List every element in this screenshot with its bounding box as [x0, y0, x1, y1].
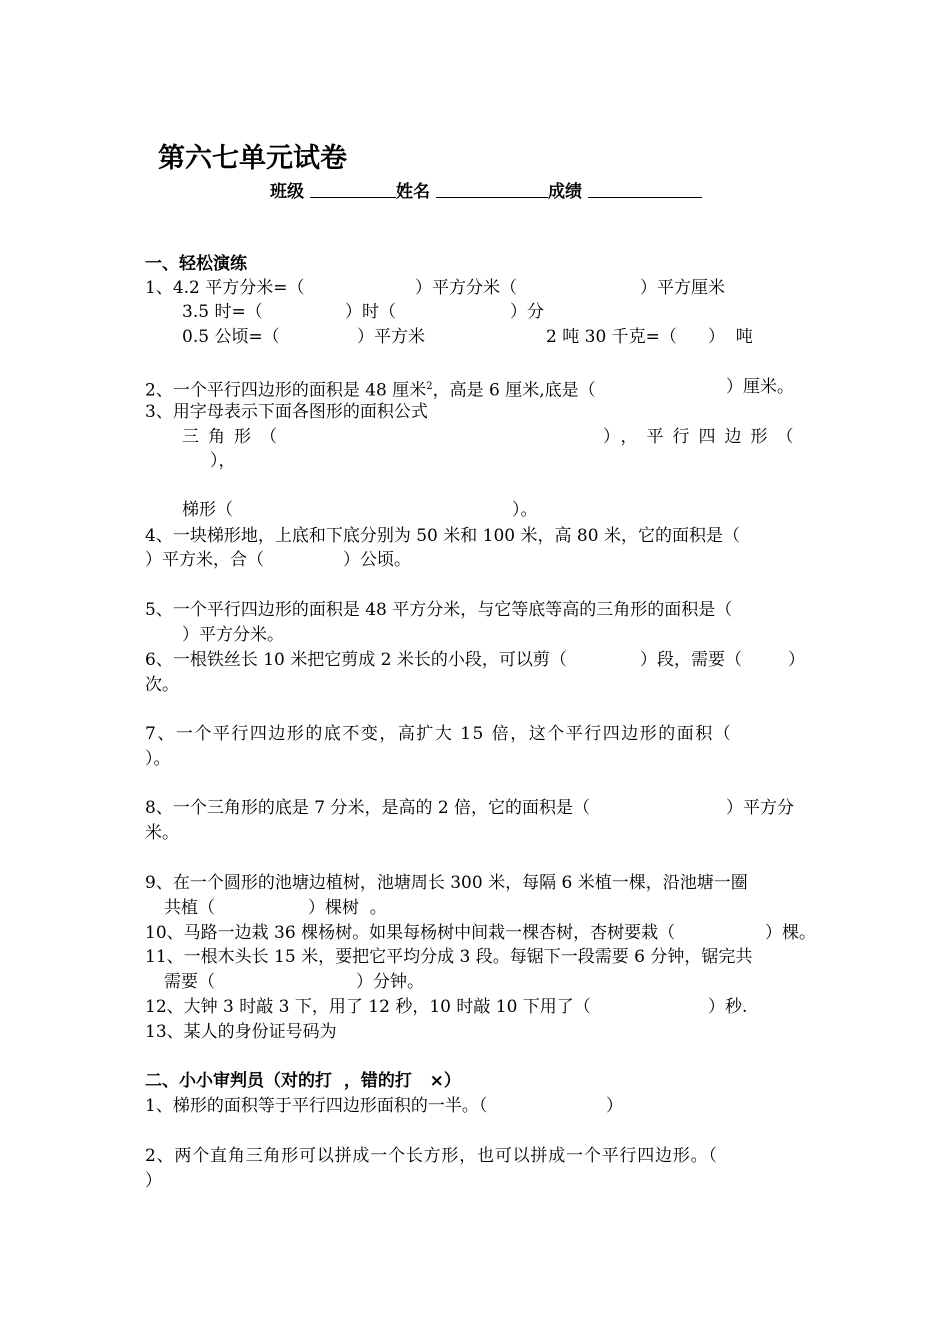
judge-q1-text-b: ） [606, 1096, 623, 1116]
score-label: 成绩 [548, 182, 582, 202]
q3-text-a: 3、用字母表示下面各图形的面积公式 [145, 402, 428, 422]
q3-text-f: ）。 [512, 500, 538, 520]
q6-text-a: 6、一根铁丝长 10 米把它剪成 2 米长的小段，可以剪（ [145, 650, 567, 670]
q3-text-d: ）， [210, 451, 236, 471]
q1-text-c: ）平方厘米 [640, 278, 725, 298]
q1-text-d: 3.5 时=（ [182, 302, 263, 322]
q1-text-e: ）时（ [345, 302, 396, 322]
q7-text-a: 7、一个平行四边形的底不变，高扩大 15 倍，这个平行四边形的面积（ [145, 724, 733, 744]
section1-heading: 一、轻松演练 [145, 254, 247, 274]
q11-text-a: 11、一根木头长 15 米，要把它平均分成 3 段。每锯下一段需要 6 分钟，锯完共 [145, 947, 753, 967]
q1-text-j: ） 吨 [708, 327, 753, 347]
q3-text-e: 梯形（ [182, 500, 233, 520]
q4-text-b: ）平方米，合（ [145, 550, 264, 570]
name-label: 姓名 [396, 182, 430, 202]
q3-text-b: 三角形（ [182, 427, 286, 447]
page-title: 第六七单元试卷 [158, 143, 347, 174]
name-blank[interactable] [436, 197, 548, 198]
q13-text-a: 13、某人的身份证号码为 [145, 1022, 337, 1042]
class-label: 班级 [270, 182, 304, 202]
judge-q2-text-b: ） [145, 1171, 162, 1191]
q8-text-b: ）平方分 [726, 798, 794, 818]
q1-text-f: ）分 [510, 302, 544, 322]
q1-text-h: ）平方米 [357, 327, 425, 347]
q6-text-c: ） [788, 650, 805, 670]
q1-text-i: 2 吨 30 千克=（ [546, 327, 677, 347]
q6-text-d: 次。 [145, 675, 179, 695]
q5-text-a: 5、一个平行四边形的面积是 48 平方分米，与它等底等高的三角形的面积是（ [145, 600, 733, 620]
q1-text-g: 0.5 公顷=（ [182, 327, 280, 347]
q1-text-b: ）平方分米（ [415, 278, 517, 298]
q3-text-c: ），平行四边形（ [603, 427, 803, 447]
q9-text-a: 9、在一个圆形的池塘边植树，池塘周长 300 米，每隔 6 米植一棵，沿池塘一圈 [145, 873, 748, 893]
q12-text-a: 12、大钟 3 时敲 3 下，用了 12 秒，10 时敲 10 下用了（ [145, 997, 591, 1017]
q12-text-b: ）秒. [708, 997, 748, 1017]
q8-text-c: 米。 [145, 823, 179, 843]
q10-text-b: ）棵。 [765, 923, 816, 943]
class-blank[interactable] [310, 197, 396, 198]
q5-text-b: ）平方分米。 [182, 625, 284, 645]
judge-q1-text-a: 1、梯形的面积等于平行四边形面积的一半。（ [145, 1096, 488, 1116]
q8-text-a: 8、一个三角形的底是 7 分米，是高的 2 倍，它的面积是（ [145, 798, 591, 818]
q4-text-c: ）公顷。 [343, 550, 411, 570]
judge-q2-text-a: 2、两个直角三角形可以拼成一个长方形，也可以拼成一个平行四边形。（ [145, 1146, 718, 1166]
q4-text-a: 4、一块梯形地，上底和下底分别为 50 米和 100 米，高 80 米，它的面积是（ [145, 526, 740, 546]
section2-heading: 二、小小审判员（对的打 ，错的打 ×） [145, 1071, 461, 1091]
score-blank[interactable] [588, 197, 702, 198]
q10-text-a: 10、马路一边栽 36 棵杨树。如果每杨树中间栽一棵杏树，杏树要栽（ [145, 923, 676, 943]
q11-text-c: ）分钟。 [356, 972, 424, 992]
q2-text-c: ）厘米。 [726, 377, 794, 397]
q6-text-b: ）段，需要（ [640, 650, 742, 670]
q2-text: 2、一个平行四边形的面积是 48 厘米$^2$，高是 6 厘米,底是（ [145, 380, 596, 401]
q11-text-b: 需要（ [164, 972, 215, 992]
q1-text-a: 1、4.2 平方分米=（ [145, 278, 305, 298]
q2-superscript: 2 [426, 381, 433, 392]
q9-text-b: 共植（ [164, 898, 215, 918]
q7-text-b: ）。 [145, 749, 171, 769]
q9-text-c: ）棵树 。 [308, 898, 387, 918]
